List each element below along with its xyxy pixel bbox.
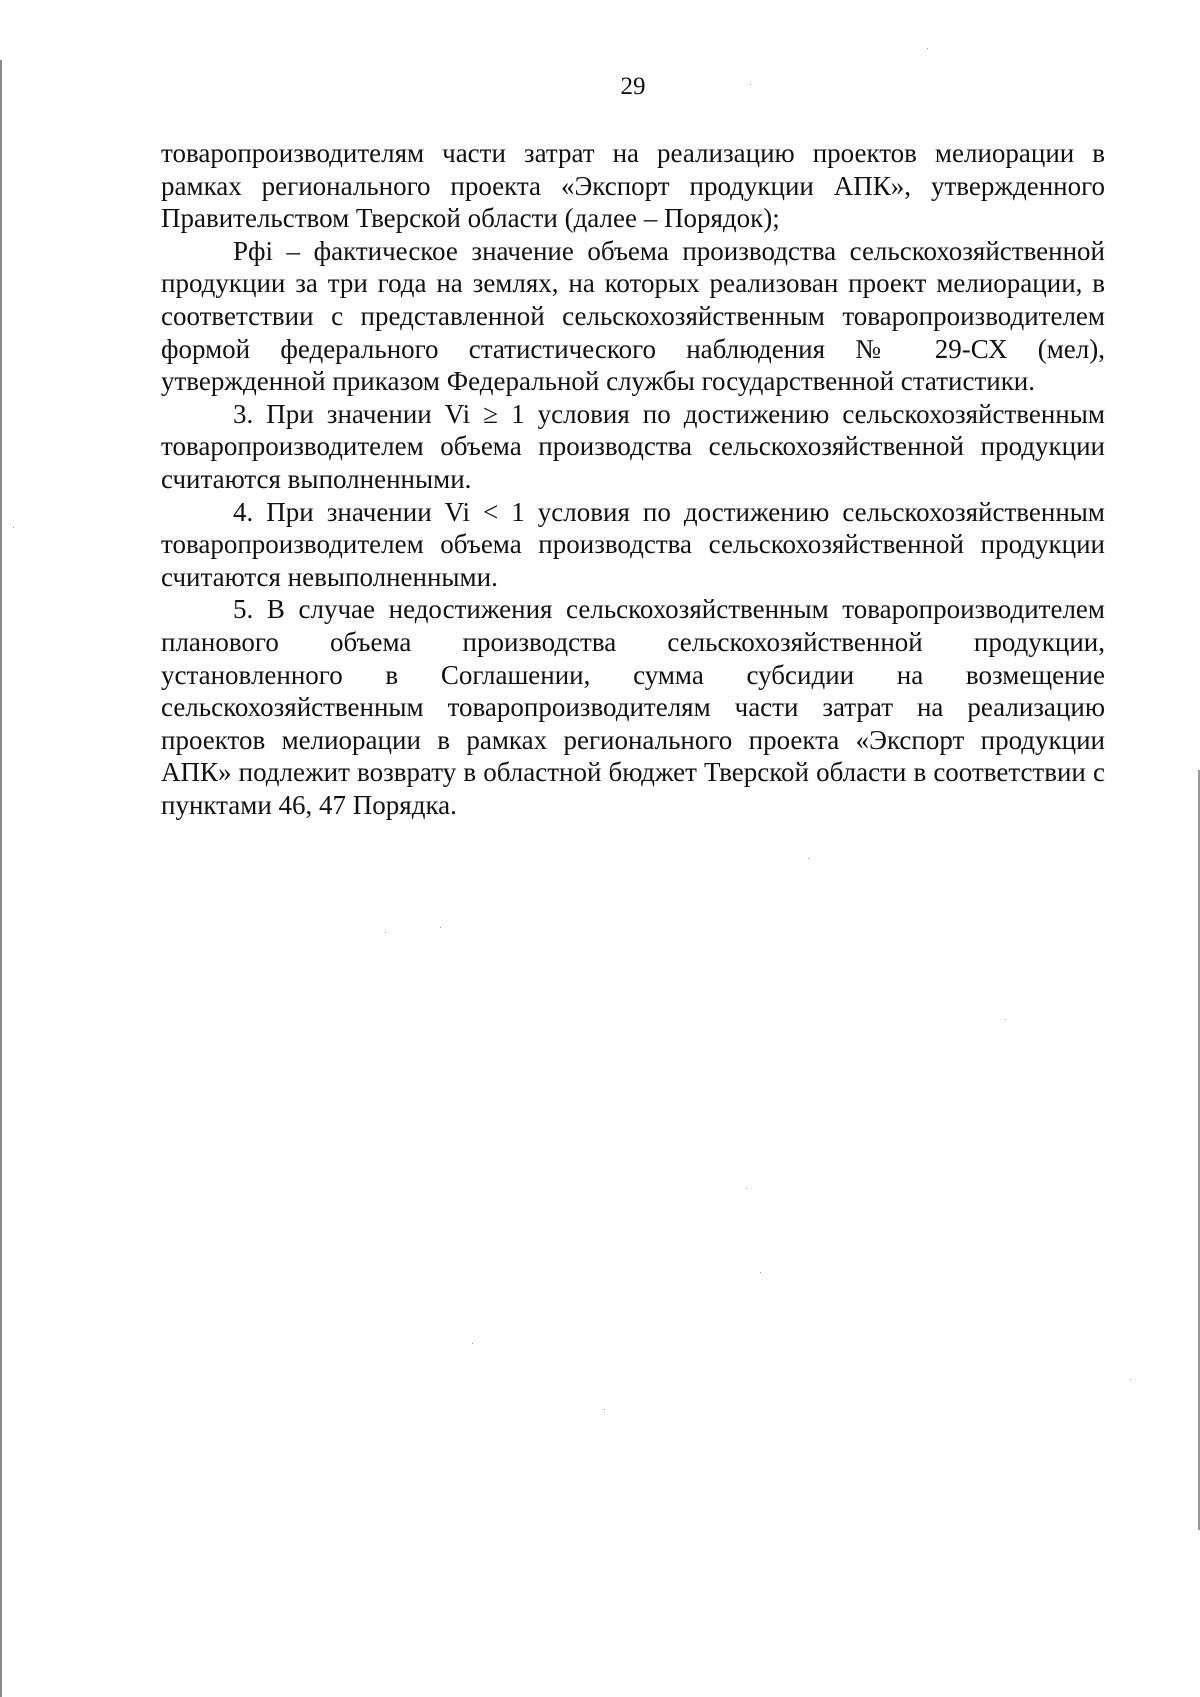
scan-speck [385,932,386,933]
scan-edge-left [0,60,2,1697]
scan-speck [604,1409,605,1410]
paragraph-rfi-definition: Рфi – фактическое значение объема производства сельскохозяйственной продукции за три года на землях, на которых реализован проект мелиорации, в соответствии с представленной сельскохозяйственным товаропроизводителем формой федерального статистического наблюдения № 29-СХ (мел), утвержденной приказом Федеральной службы государственной статистики. [161,235,1105,397]
scan-speck [1005,1019,1006,1020]
scan-speck [13,527,14,528]
scan-speck [746,1188,747,1189]
paragraph-item-3: 3. При значении Vi ≥ 1 условия по достижению сельскохозяйственным товаропроизводителем объема производства сельскохозяйственной продукции считаются выполненными. [161,398,1105,494]
scan-speck [472,1343,473,1344]
paragraph-continuation: товаропроизводителям части затрат на реализацию проектов мелиорации в рамках регионального проекта «Экспорт продукции АПК», утвержденного Правительством Тверской области (далее – Порядок); [161,138,1105,234]
scan-speck [1130,1379,1131,1380]
scan-speck [927,48,928,49]
paragraph-item-4: 4. При значении Vi < 1 условия по достижению сельскохозяйственным товаропроизводителем объема производства сельскохозяйственной продукции считаются невыполненными. [161,496,1105,592]
scan-speck [440,927,441,928]
page-number: 29 [620,73,646,100]
scan-speck [808,858,809,859]
scan-speck [760,1272,761,1273]
body-text [161,137,1105,821]
paragraph-item-5: 5. В случае недостижения сельскохозяйственным товаропроизводителем планового объема производства сельскохозяйственной продукции, установленного в Соглашении, сумма субсидии на возмещение сельскохозяйственным товаропроизводителям части затрат на реализацию проектов мелиорации в рамках регионального проекта «Экспорт продукции АПК» подлежит возврату в областной бюджет Тверской области в соответствии с пунктами 46, 47 Порядка. [161,594,1105,820]
scan-speck [750,84,751,85]
